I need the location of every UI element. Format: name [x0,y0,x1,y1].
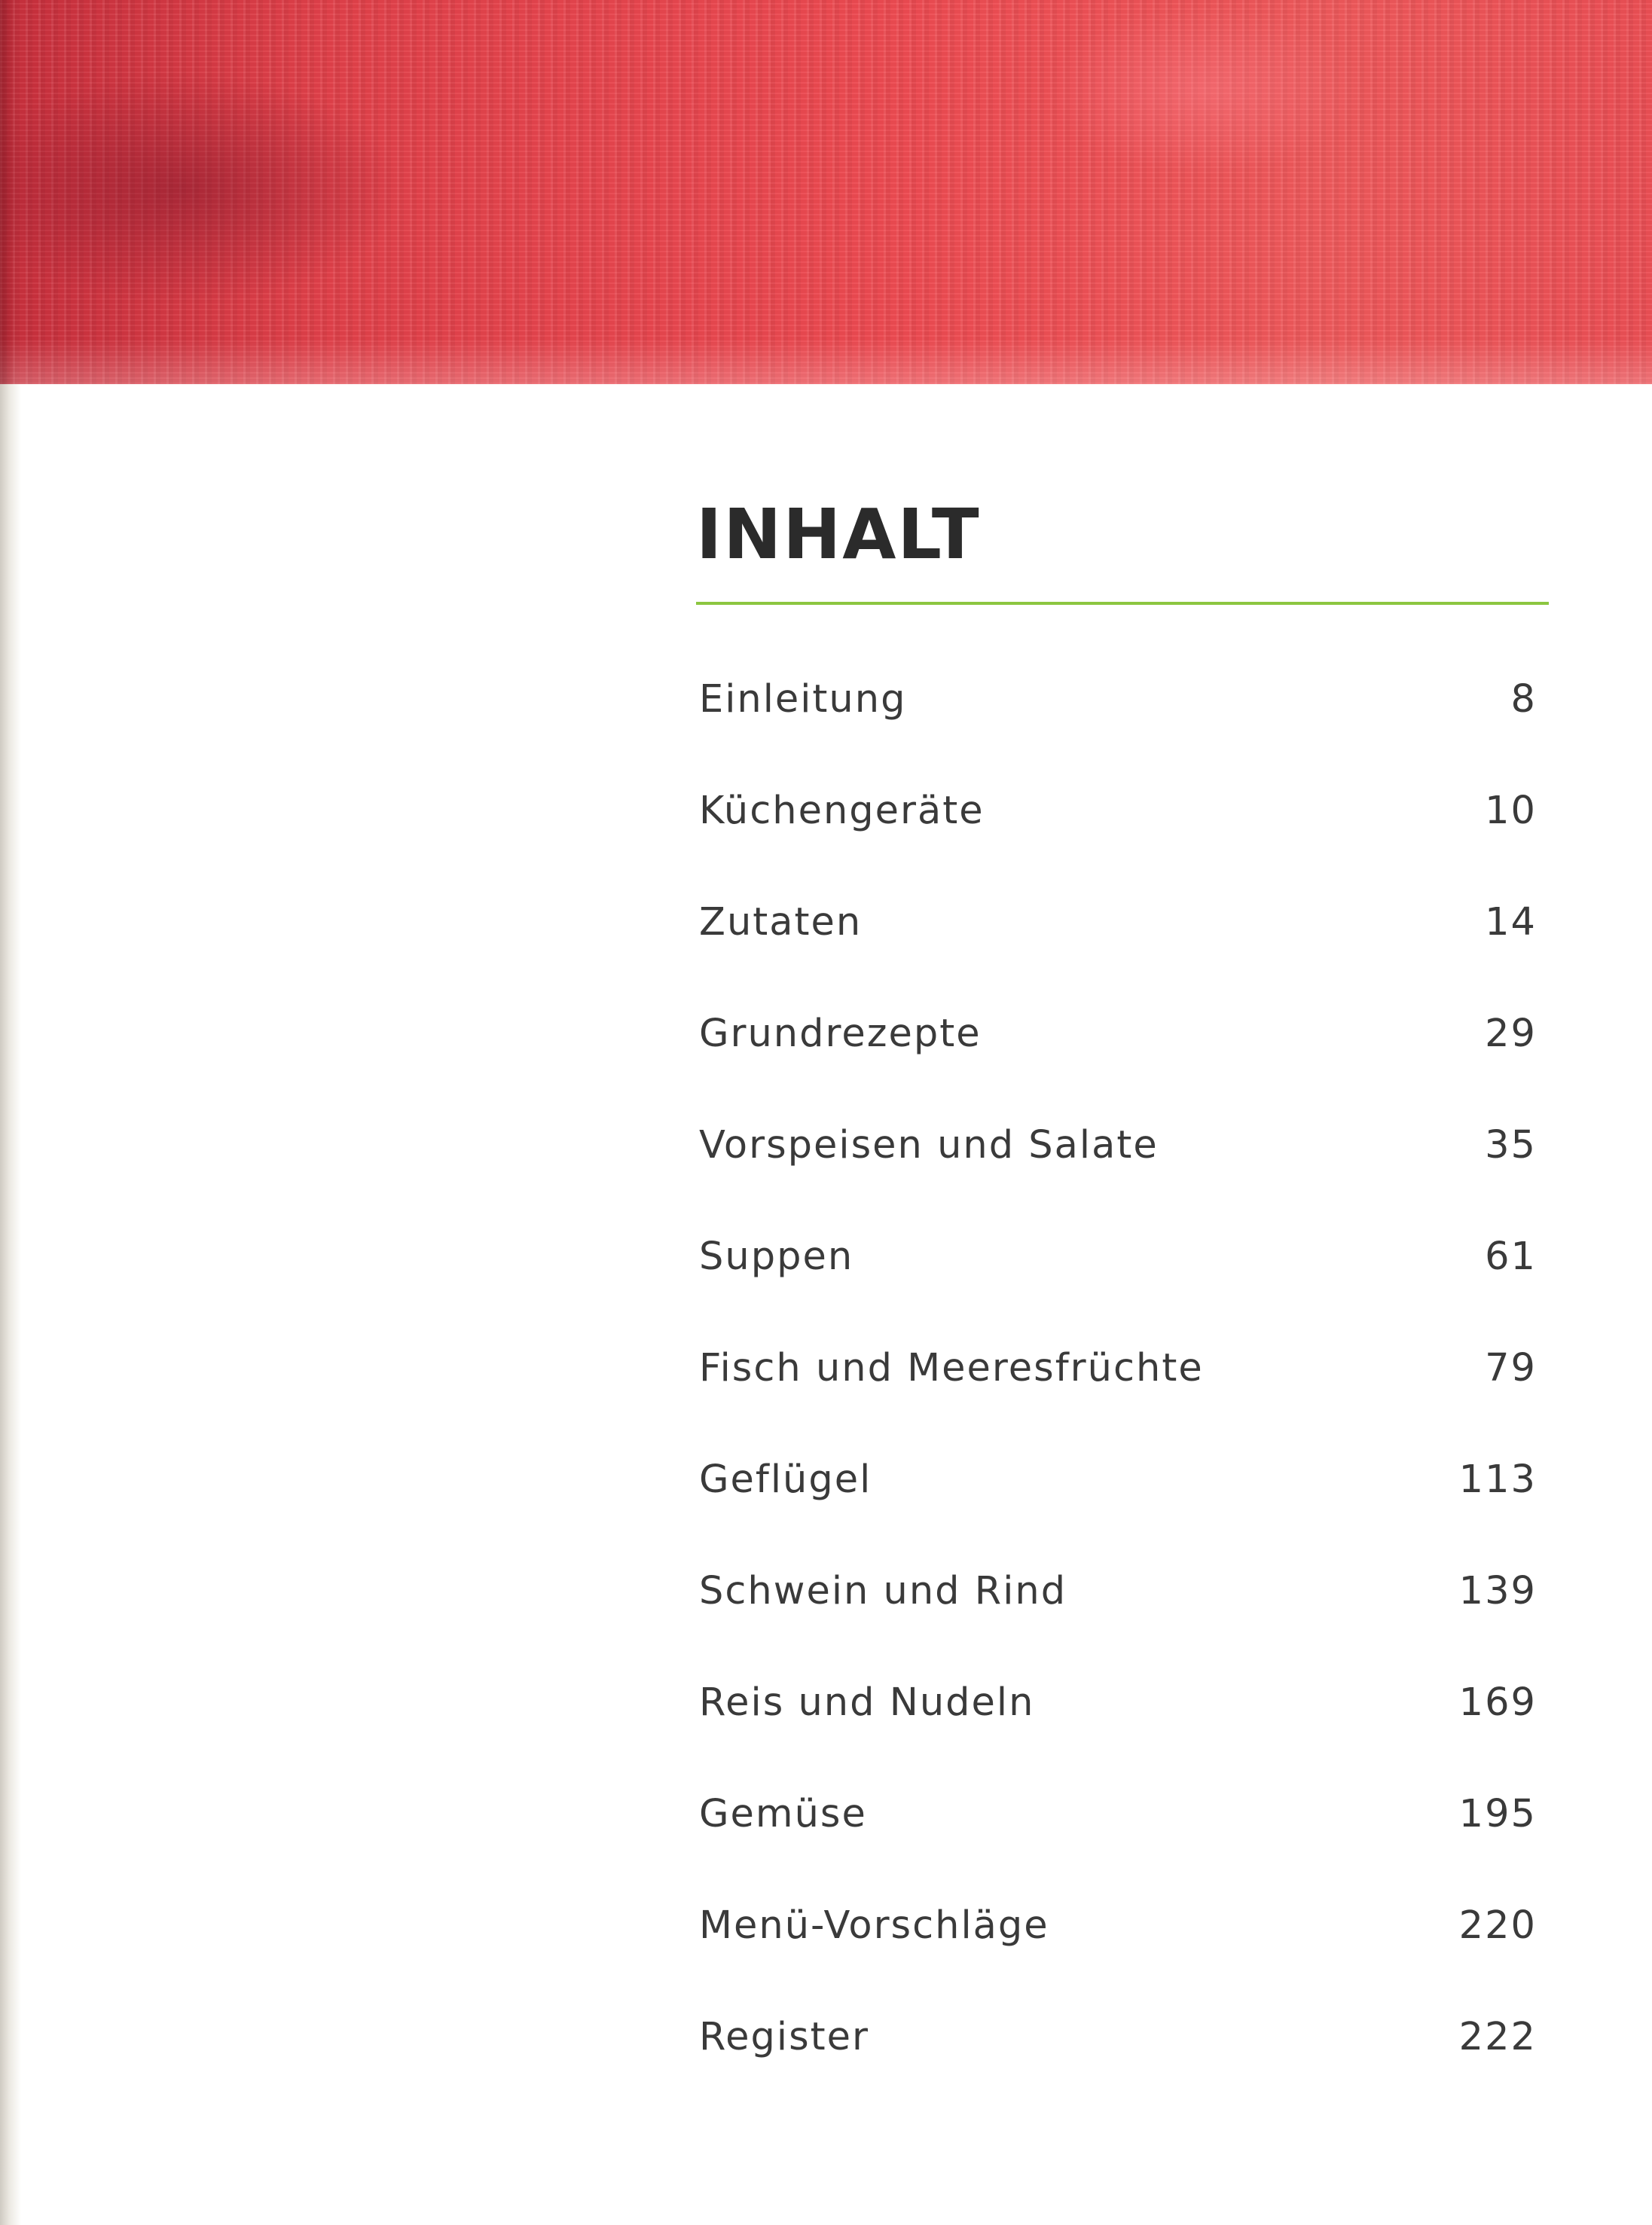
toc-entry [699,1793,1537,1904]
toc-entry-label: Gemüse [699,1792,867,1836]
toc-entry [699,1347,1537,1458]
toc-entry-page-number: 222 [1458,2015,1537,2059]
toc-entry-page-number: 113 [1458,1457,1537,1502]
toc-entry-page-number: 14 [1485,900,1537,945]
toc-entry-page-number: 169 [1458,1680,1537,1725]
toc-entry-label: Zutaten [699,900,863,945]
toc-entry-page-number: 195 [1458,1792,1537,1836]
toc-entry-label: Einleitung [699,677,907,722]
red-textured-header-band [0,0,1652,384]
toc-entry-page-number: 79 [1485,1346,1537,1390]
toc-entry-label: Vorspeisen und Salate [699,1123,1159,1167]
toc-entry-label: Reis und Nudeln [699,1680,1035,1725]
toc-entry-page-number: 220 [1458,1903,1537,1948]
spine-shadow-top [0,0,17,384]
toc-entry [699,1570,1537,1681]
toc-entry [699,1904,1537,2016]
toc-entry-page-number: 139 [1458,1569,1537,1613]
toc-entry [699,1681,1537,1793]
toc-entry-page-number: 8 [1510,677,1537,722]
toc-entry-label: Küchengeräte [699,789,985,833]
toc-entry-label: Suppen [699,1235,854,1279]
toc-entry-label: Register [699,2015,869,2059]
toc-entry [699,678,1537,789]
toc-entry [699,1458,1537,1570]
toc-entry-label: Schwein und Rind [699,1569,1067,1613]
toc-entry-label: Geflügel [699,1457,872,1502]
toc-entry-page-number: 35 [1485,1123,1537,1167]
toc-entry-label: Grundrezepte [699,1012,982,1056]
toc-entry-label: Menü-Vorschläge [699,1903,1049,1948]
toc-entry [699,1124,1537,1235]
toc-entry-page-number: 10 [1485,789,1537,833]
toc-entry [699,789,1537,901]
toc-entry [699,1012,1537,1124]
page-title: INHALT [696,494,981,575]
toc-entry-page-number: 61 [1485,1235,1537,1279]
spine-shadow [0,384,21,2225]
table-of-contents [699,678,1537,2127]
toc-entry [699,1235,1537,1347]
title-underline-rule [696,602,1549,605]
toc-entry-label: Fisch und Meeresfrüchte [699,1346,1204,1390]
toc-entry [699,2016,1537,2127]
toc-entry-page-number: 29 [1485,1012,1537,1056]
toc-entry [699,901,1537,1012]
